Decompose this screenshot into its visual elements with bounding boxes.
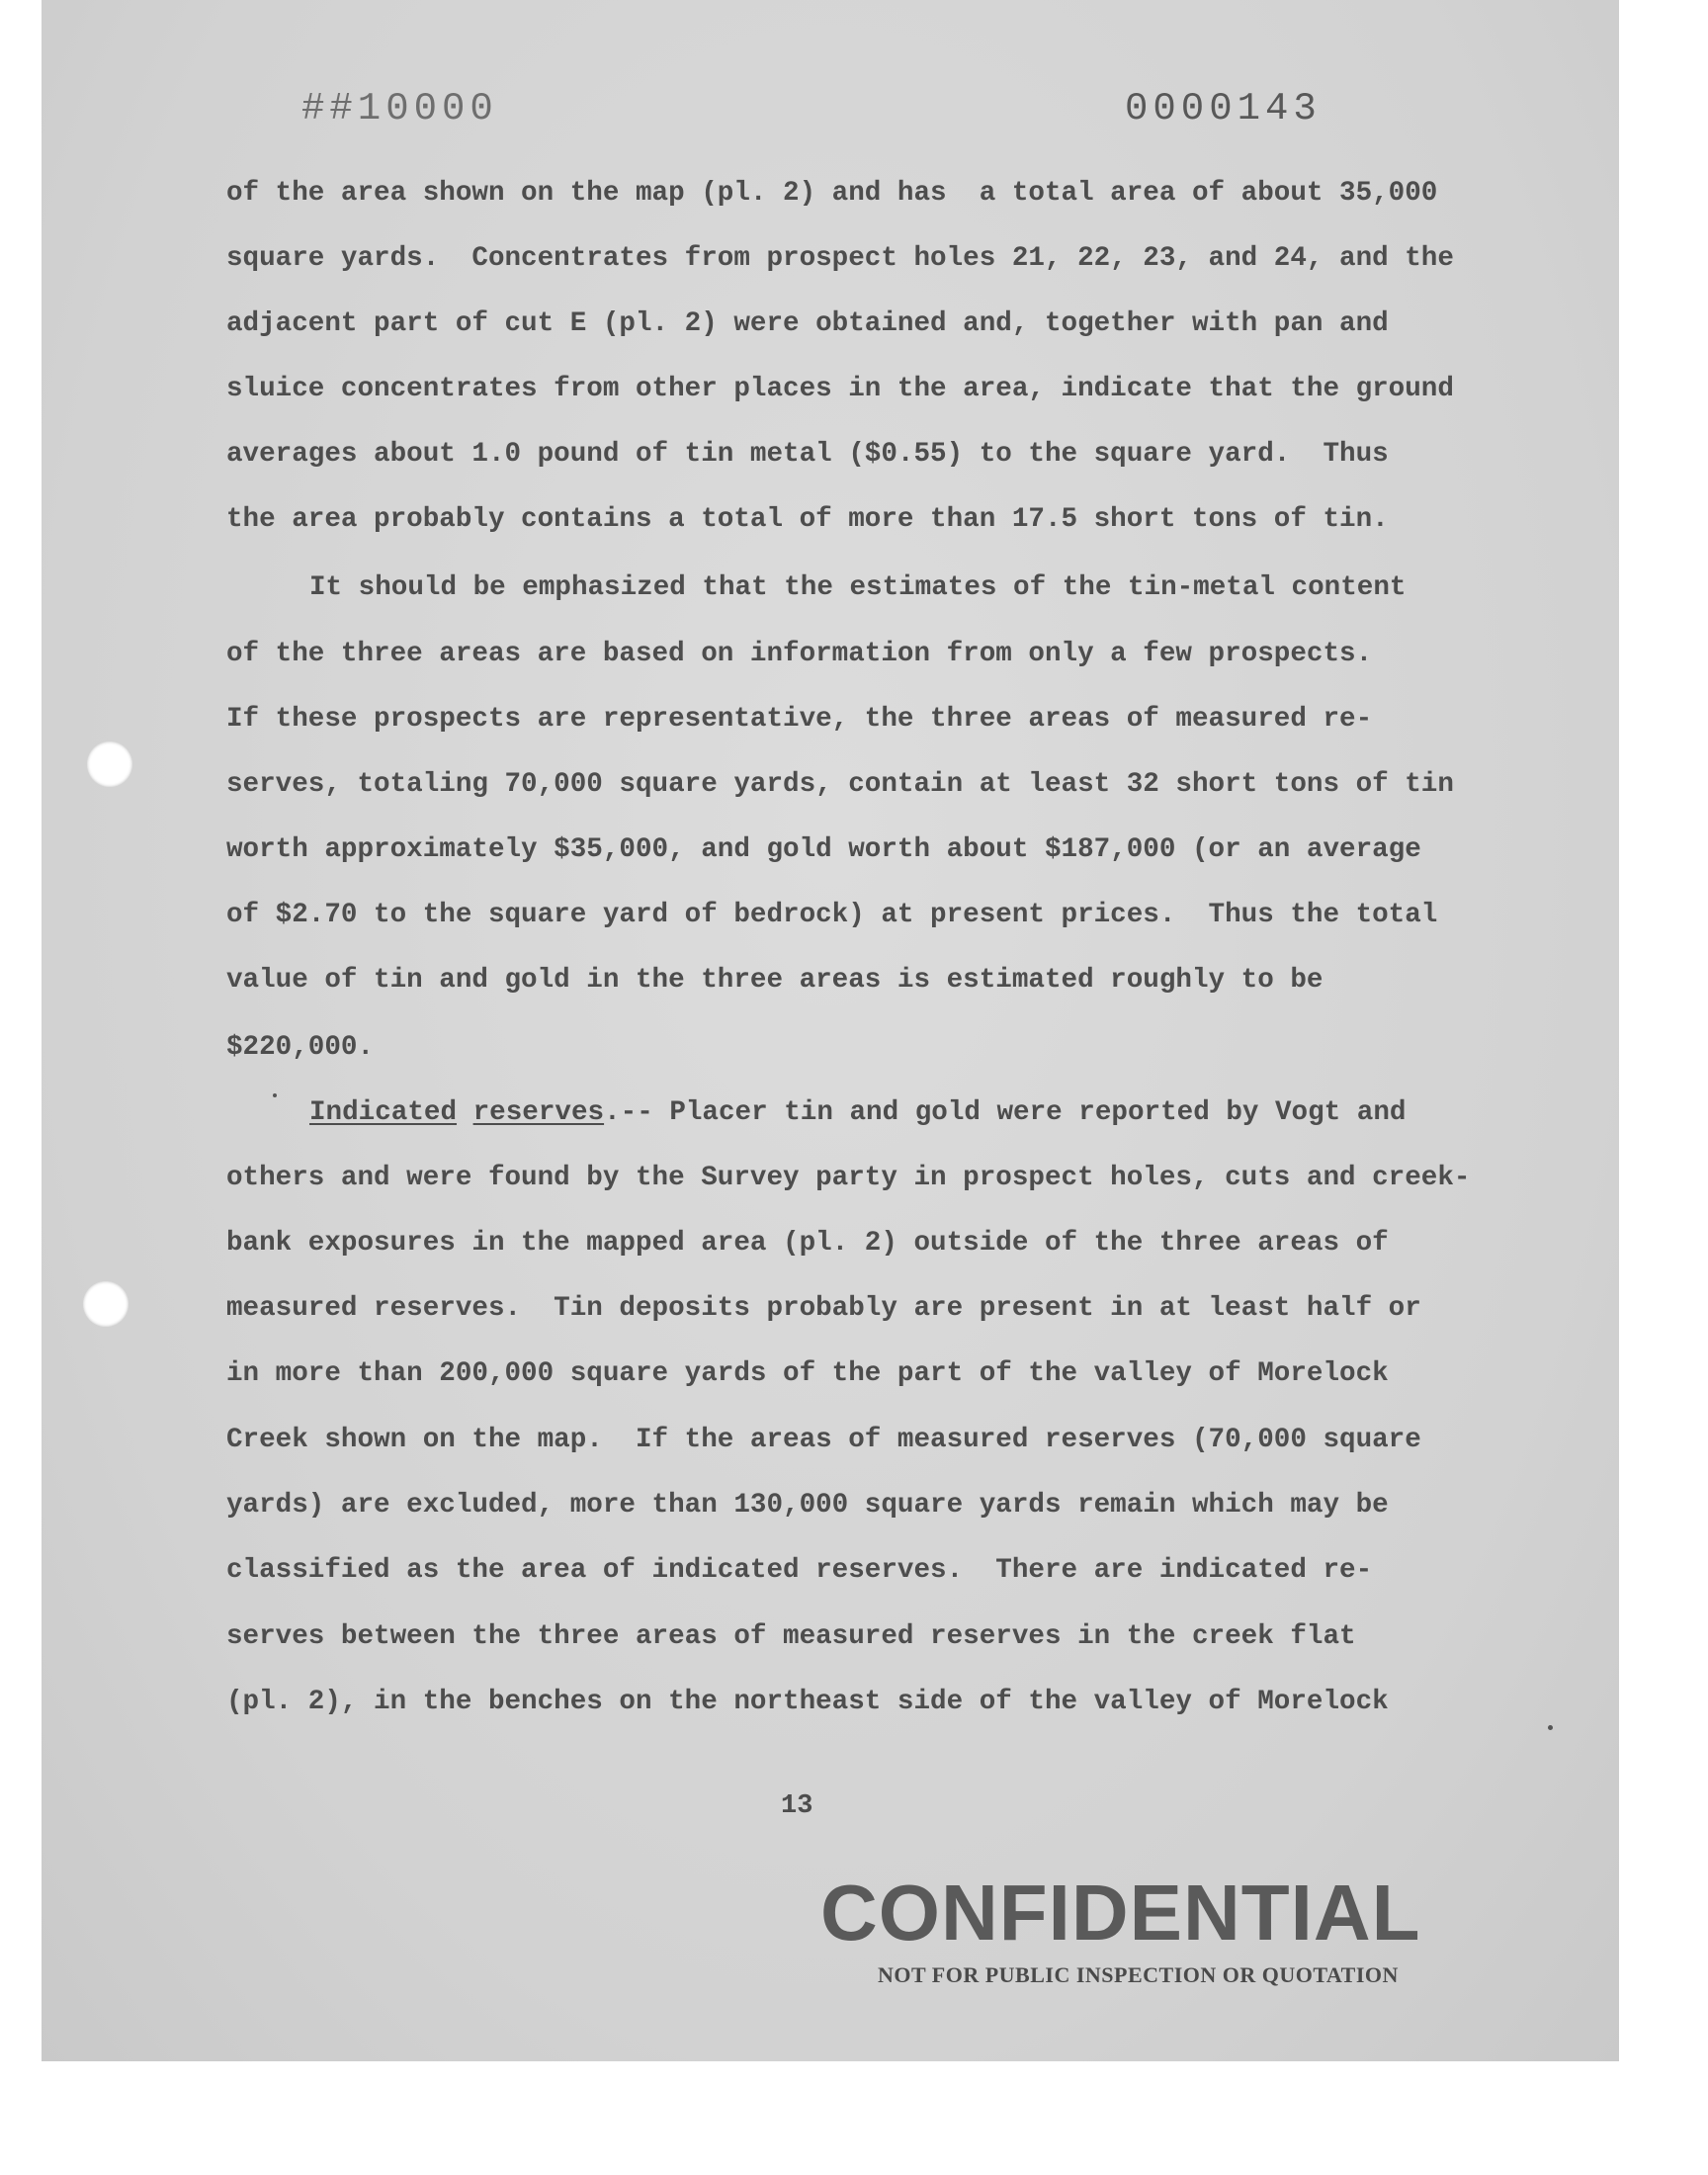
text-line: sluice concentrates from other places in the area, indicate that the ground (226, 374, 1454, 404)
text-line: bank exposures in the mapped area (pl. 2) outside of the three areas of (226, 1228, 1389, 1259)
text-line: averages about 1.0 pound of tin metal ($0.55) to the square yard. Thus (226, 439, 1389, 470)
text-line: others and were found by the Survey party in prospect holes, cuts and creek- (226, 1163, 1471, 1193)
text-line: of the area shown on the map (pl. 2) and has a total area of about 35,000 (226, 178, 1438, 209)
paragraph-start-line: It should be emphasized that the estimates of the tin-metal content (309, 572, 1407, 603)
section-heading-word: reserves (472, 1097, 605, 1128)
confidential-stamp-subtitle: NOT FOR PUBLIC INSPECTION OR QUOTATION (878, 1962, 1399, 1987)
text-line: serves, totaling 70,000 square yards, contain at least 32 short tons of tin (226, 769, 1454, 800)
text-line: measured reserves. Tin deposits probably are present in at least half or (226, 1293, 1421, 1324)
confidential-stamp: CONFIDENTIAL (820, 1869, 1421, 1957)
text-line: of the three areas are based on information from only a few prospects. (226, 639, 1373, 669)
document-code-left: ##10000 (301, 87, 498, 130)
speck (273, 1093, 277, 1097)
punch-hole (83, 1281, 128, 1327)
text-line: the area probably contains a total of more than 17.5 short tons of tin. (226, 504, 1389, 535)
text-line: square yards. Concentrates from prospect holes 21, 22, 23, and 24, and the (226, 243, 1454, 274)
section-heading-word: Indicated (309, 1097, 458, 1128)
heading-line-text: .-- Placer tin and gold were reported by Vogt and (604, 1097, 1407, 1128)
text-line: (pl. 2), in the benches on the northeast side of the valley of Morelock (226, 1687, 1389, 1717)
text-line: Creek shown on the map. If the areas of measured reserves (70,000 square (226, 1425, 1421, 1455)
text-line: classified as the area of indicated reserves. There are indicated re- (226, 1555, 1373, 1586)
section-heading-line (309, 1096, 1406, 1130)
page-number: 13 (781, 1791, 813, 1821)
text-line: of $2.70 to the square yard of bedrock) at present prices. Thus the total (226, 900, 1438, 930)
text-line: value of tin and gold in the three areas is estimated roughly to be (226, 965, 1324, 996)
document-code-right: 0000143 (1125, 87, 1322, 130)
speck (1548, 1725, 1553, 1730)
text-line: serves between the three areas of measured reserves in the creek flat (226, 1621, 1356, 1652)
text-line: in more than 200,000 square yards of the part of the valley of Morelock (226, 1358, 1389, 1389)
text-line: adjacent part of cut E (pl. 2) were obtained and, together with pan and (226, 308, 1389, 339)
text-line: $220,000. (226, 1032, 375, 1063)
punch-hole (87, 741, 132, 787)
text-line: If these prospects are representative, the three areas of measured re- (226, 704, 1373, 735)
text-line: worth approximately $35,000, and gold worth about $187,000 (or an average (226, 834, 1421, 865)
text-line: yards) are excluded, more than 130,000 square yards remain which may be (226, 1490, 1389, 1521)
